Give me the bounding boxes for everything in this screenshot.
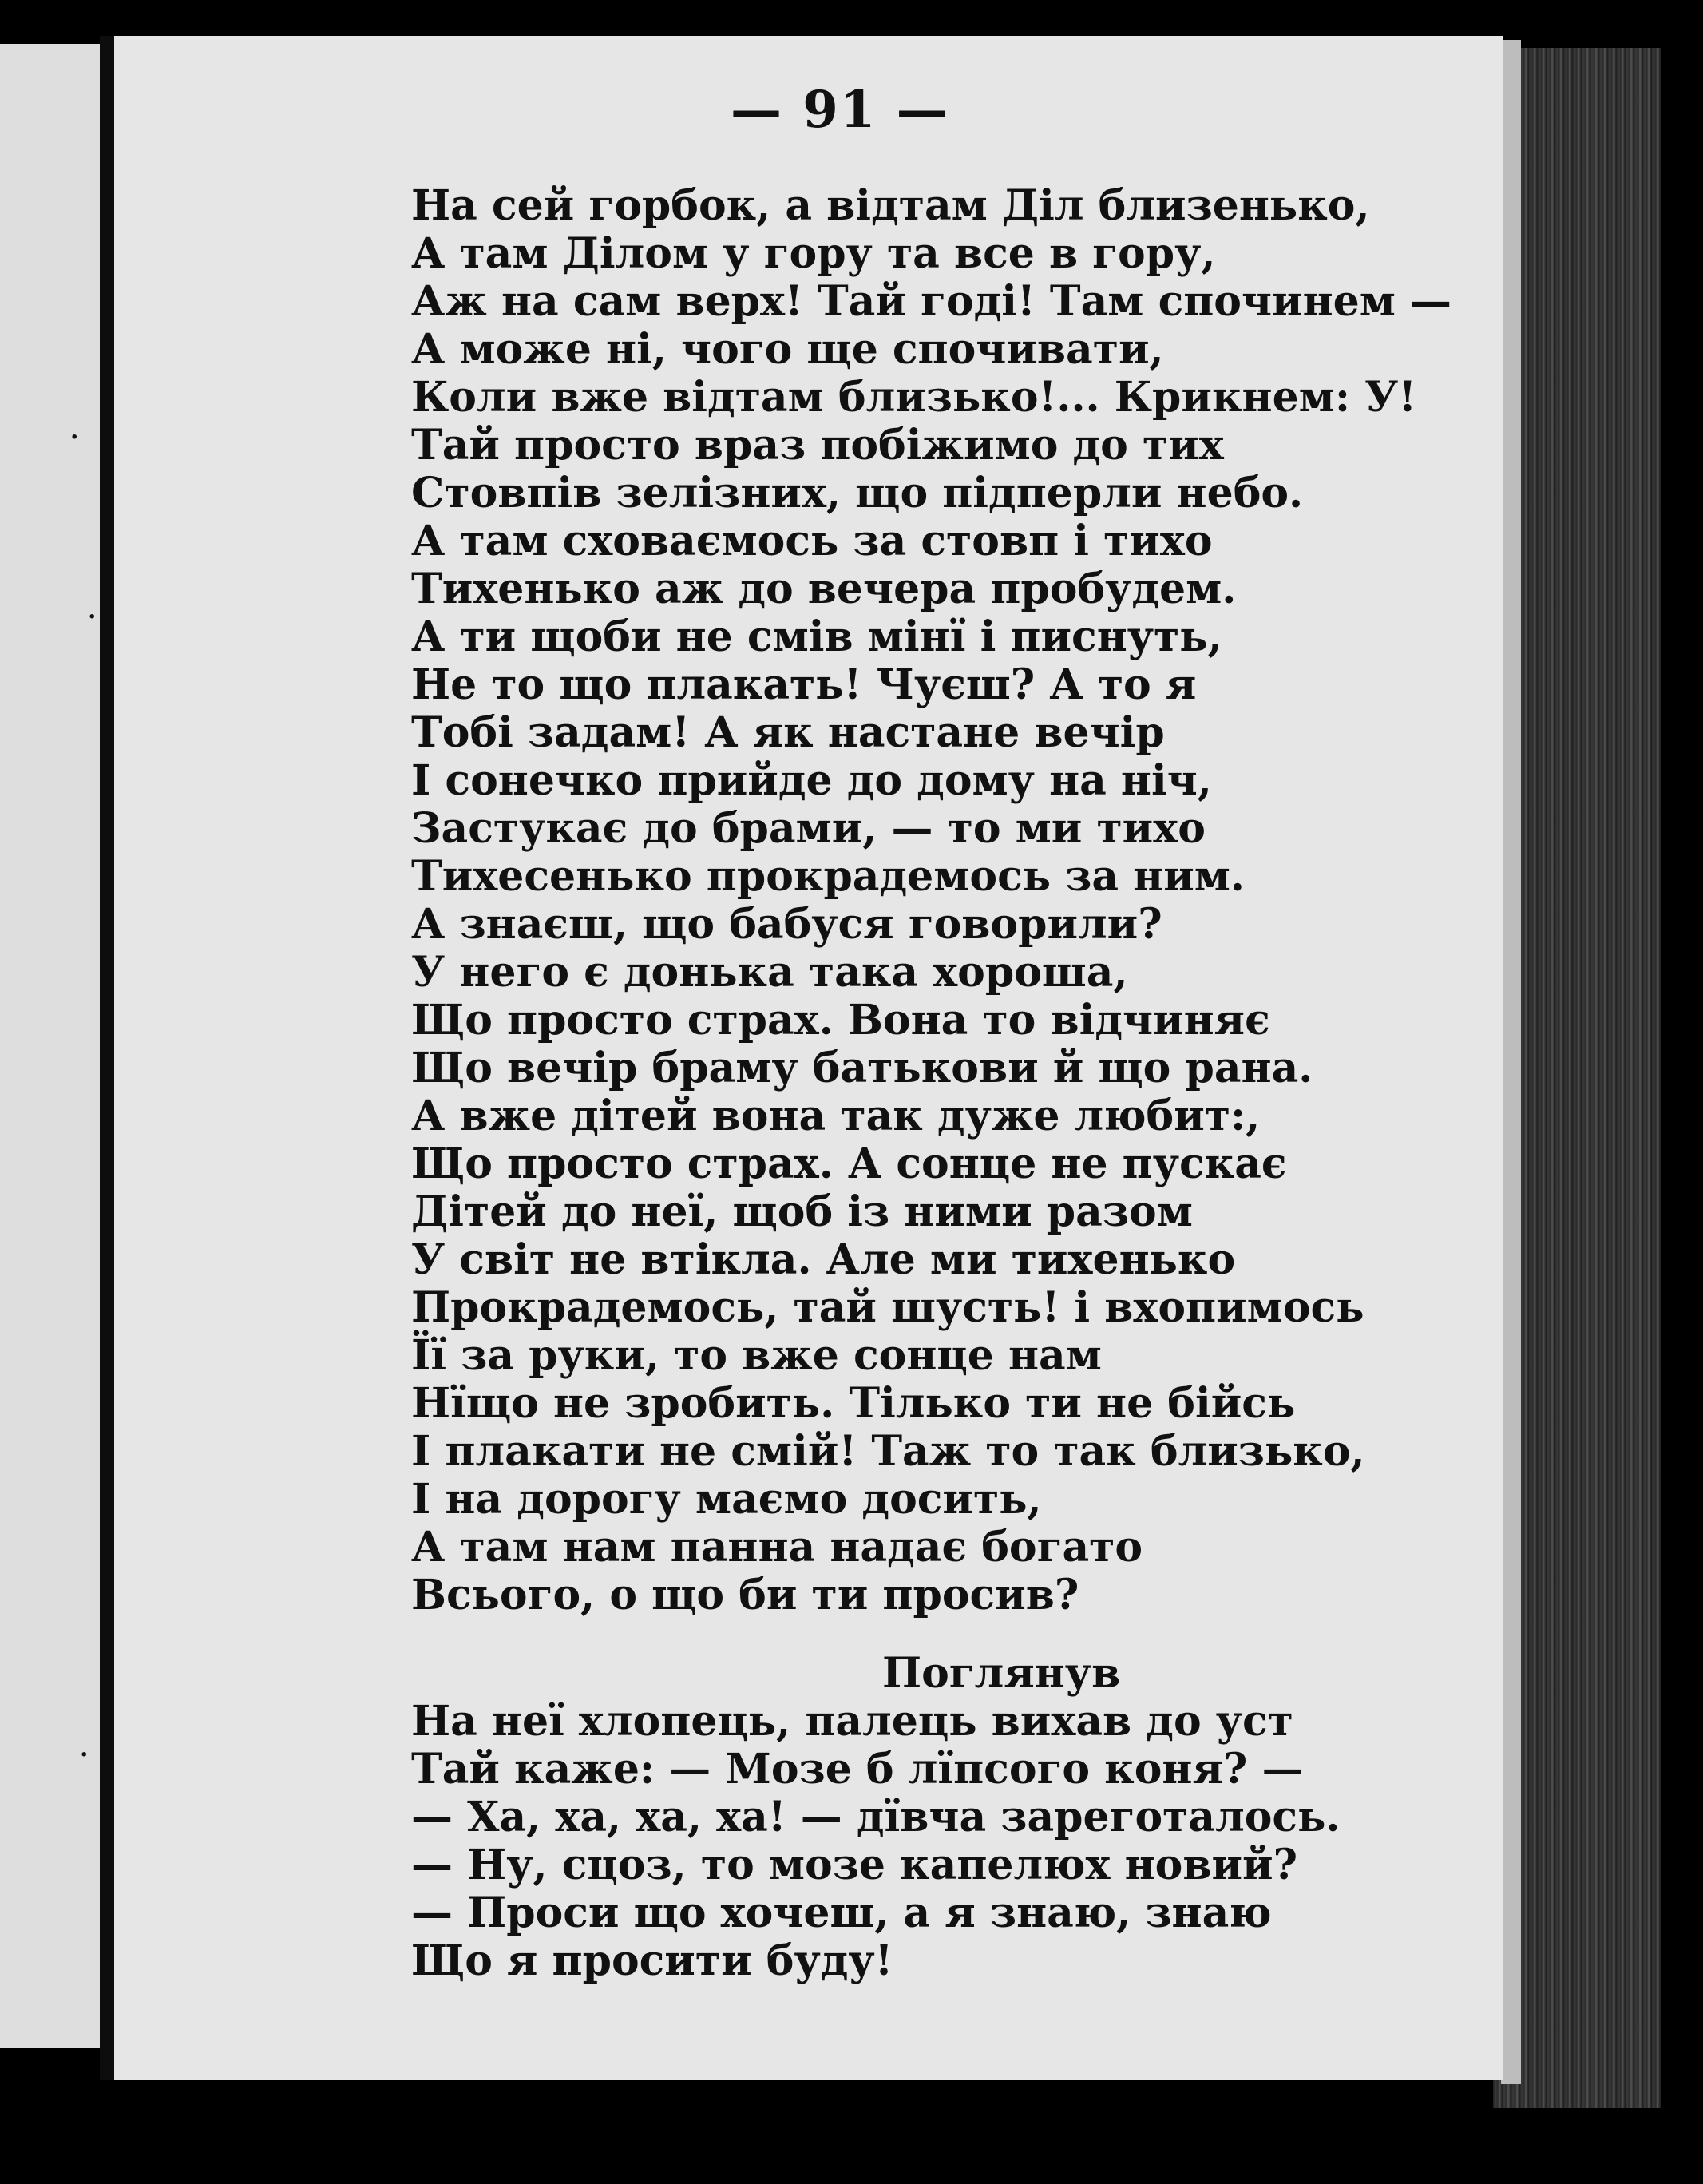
text-line: На неї хлопець, палець вихав до уст bbox=[411, 1697, 1293, 1746]
text-line: Тобі задам! А як настане вечір bbox=[411, 708, 1165, 757]
text-line: Прокрадемось, тай шусть! і вхопимось bbox=[411, 1283, 1364, 1332]
text-line: І сонечко прийде до дому на ніч, bbox=[411, 756, 1212, 805]
left-page-edge bbox=[0, 44, 105, 2048]
text-line: У него є донька така хороша, bbox=[411, 948, 1128, 997]
text-line: Нїщо не зробить. Тілько ти не бійсь bbox=[411, 1379, 1296, 1428]
text-line: Що вечір браму батькови й що рана. bbox=[411, 1044, 1313, 1092]
text-line: А може ні, чого ще спочивати, bbox=[411, 325, 1164, 374]
text-line: Що я просити буду! bbox=[411, 1936, 893, 1985]
text-line: І на дорогу маємо досить, bbox=[411, 1475, 1042, 1524]
poem-text bbox=[411, 181, 1452, 1985]
text-line: А там Ділом у гору та все в гору, bbox=[411, 229, 1216, 278]
text-line: Всього, о що би ти просив? bbox=[411, 1571, 1079, 1619]
text-line: І плакати не смій! Таж то так близько, bbox=[411, 1427, 1365, 1476]
page-edge-strip bbox=[1501, 40, 1521, 2084]
margin-mark: · bbox=[70, 423, 79, 451]
text-line: Коли вже відтам близько!... Крикнем: У! bbox=[411, 373, 1417, 422]
margin-mark: · bbox=[88, 603, 97, 631]
text-line: А знаєш, що бабуся говорили? bbox=[411, 900, 1162, 949]
text-line: Тай каже: — Мозе б лїпсого коня? — bbox=[411, 1745, 1304, 1794]
text-line: Її за руки, то вже сонце нам bbox=[411, 1331, 1102, 1380]
text-line: Дітей до неї, щоб із ними разом bbox=[411, 1187, 1193, 1236]
text-line: Що просто страх. А сонце не пускає bbox=[411, 1140, 1287, 1188]
text-line: А ти щоби не смів мінї і писнуть, bbox=[411, 612, 1222, 661]
text-line: — Проси що хочеш, а я знаю, знаю bbox=[411, 1889, 1272, 1937]
text-line: Тай просто враз побіжимо до тих bbox=[411, 421, 1224, 470]
book-gutter bbox=[100, 36, 114, 2080]
text-line: У світ не втікла. Але ми тихенько bbox=[411, 1235, 1236, 1284]
text-line: Аж на сам верх! Тай годі! Там спочинем — bbox=[411, 277, 1452, 326]
indented-text-line: Поглянув bbox=[882, 1649, 1121, 1698]
text-line: А вже дітей вона так дуже любит:, bbox=[411, 1092, 1261, 1140]
text-line: Що просто страх. Вона то відчиняє bbox=[411, 996, 1270, 1044]
text-line: Тихенько аж до вечера пробудем. bbox=[411, 565, 1237, 613]
text-line: Стовпів зелізних, що підперли небо. bbox=[411, 469, 1304, 517]
text-line: А там нам панна надає богато bbox=[411, 1523, 1143, 1572]
text-line: На сей горбок, а відтам Діл близенько, bbox=[411, 181, 1370, 230]
text-line: Застукає до брами, — то ми тихо bbox=[411, 804, 1206, 853]
text-line: Тихесенько прокрадемось за ним. bbox=[411, 852, 1246, 901]
text-line: А там сховаємось за стовп і тихо bbox=[411, 517, 1213, 565]
text-line: — Ну, сцоз, то мозе капелюх новий? bbox=[411, 1841, 1298, 1889]
text-line: Не то що плакать! Чуєш? А то я bbox=[411, 660, 1197, 709]
margin-mark: · bbox=[80, 1741, 89, 1769]
text-line: — Ха, ха, ха, ха! — дївча зареготалось. bbox=[411, 1793, 1341, 1841]
page-number: — 91 — bbox=[731, 80, 949, 140]
